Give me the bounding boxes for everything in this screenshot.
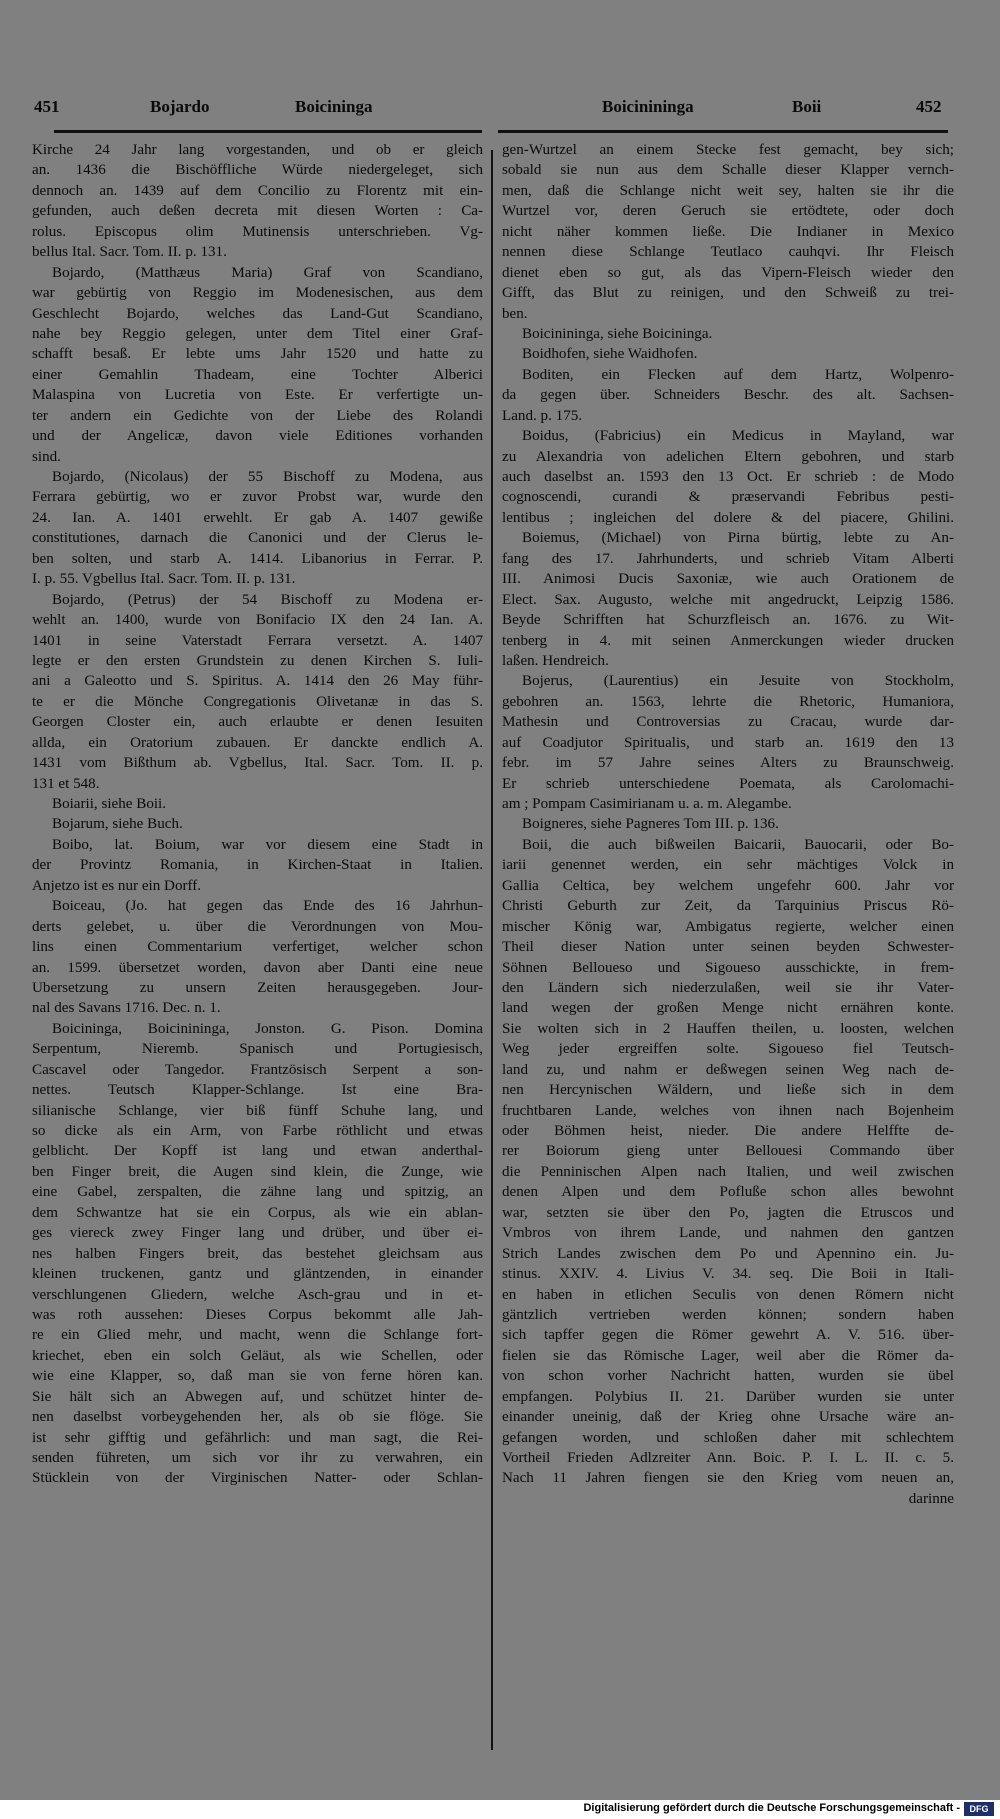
text-line: der Provintz Romania, in Kirchen-Staat in Italien. xyxy=(32,857,483,874)
text-line: I. p. 55. Vgbellus Ital. Sacr. Tom. II. p. 131. xyxy=(32,571,296,588)
text-line: ben. xyxy=(502,305,528,322)
text-line: Land. p. 175. xyxy=(502,407,583,424)
text-line: schafft besaß. Er lebte ums Jahr 1520 und hatte zu xyxy=(32,346,483,363)
text-line: gefunden, auch deßen decreta mit diesen Worten : Ca- xyxy=(32,203,483,220)
dfg-logo: DFG xyxy=(964,1802,994,1816)
text-line: silianische Schlange, vier biß fünff Schuhe lang, und xyxy=(32,1102,483,1119)
text-line: wehlt an. 1400, wurde von Bonifacio IX den 24 Ian. A. xyxy=(32,612,483,629)
text-line: ben Finger breit, die Augen sind klein, die Zunge, wie xyxy=(32,1163,483,1180)
text-line: kriechet, eben ein solch Geläut, als wie Schellen, oder xyxy=(32,1347,483,1364)
text-line: gefangen worden, und schloßen daher mit schlechtem xyxy=(502,1429,954,1446)
text-line: dienet eben so gut, als das Vipern-Fleisch wieder den xyxy=(502,264,954,281)
text-line: Boibo, lat. Boium, war vor diesem eine Stadt in xyxy=(52,836,483,853)
text-line: constitutiones, darnach die Canonici und der Clerus le- xyxy=(32,530,483,547)
text-line: senden führeten, um sich vor ihr zu verwahren, ein xyxy=(32,1450,483,1466)
text-line: Geschlecht Bojardo, welches das Land-Gut Scandiano, xyxy=(32,305,483,322)
text-line: en haben in etlichen Seculis von denen Römern nicht xyxy=(502,1286,954,1303)
text-line: Er schrieb unterschiedene Poemata, als Carolomachi- xyxy=(502,775,954,792)
text-line: Boiceau, (Jo. hat gegen das Ende des 16 Jahrhun- xyxy=(52,898,483,915)
text-line: Bojardo, (Matthæus Maria) Graf von Scandiano, xyxy=(52,264,483,281)
text-line: nennen diese Schlange Teutlaco cauhqvi. Ihr Fleisch xyxy=(502,244,954,261)
text-line: Mathesin und Controversias zu Cracau, wurde dar- xyxy=(502,714,954,731)
text-line: Ubersetzung zu unsern Zeiten herausgegeben. Jour- xyxy=(32,979,483,996)
text-line: dem Schwantze hat sie ein Corpus, als wie ein ablan- xyxy=(32,1204,483,1221)
text-line: so dicke als ein Arm, von Farbe röthlicht und etwas xyxy=(32,1123,483,1139)
text-line: Vmbros von ihrem Lande, und nahmen den gantzen xyxy=(502,1225,954,1242)
text-line: verschlungenen Gliedern, welche Asch-grau und in et- xyxy=(32,1286,483,1303)
text-line: war, setzten sie über den Po, jagten die Etruscos und xyxy=(502,1204,954,1221)
text-line: men, daß die Schlange nicht weit sey, halten sie ihr die xyxy=(502,182,954,199)
header-rule-left xyxy=(54,130,482,133)
text-line: gäntzlich vertrieben werden können; sondern haben xyxy=(502,1306,954,1323)
text-line: rolus. Episcopus olim Mutinensis unterschrieben. Vg- xyxy=(32,223,483,240)
text-line: iarii genennet werden, ein sehr mächtiges Volck in xyxy=(502,857,954,874)
text-line: bellus Ital. Sacr. Tom. II. p. 131. xyxy=(32,244,227,261)
text-line: an. 1436 die Bischöffliche Würde niedergeleget, sich xyxy=(32,162,483,179)
text-line: stinus. XXIV. 4. Livius V. 34. seq. Die Boii in Itali- xyxy=(502,1266,954,1283)
text-line: nen Hercynischen Wäldern, und ließe sich in dem xyxy=(502,1082,954,1099)
text-line: 24. Ian. A. 1401 erwehlt. Er gab A. 1407 gewiße xyxy=(32,509,483,526)
text-line: nen daselbst vorbeygehenden her, als ob sie flöge. Sie xyxy=(32,1409,483,1426)
funding-notice: Digitalisierung gefördert durch die Deutsche Forschungsgemeinschaft - xyxy=(583,1802,960,1814)
text-line: einander uneinig, daß der Krieg ohne Ursache wäre an- xyxy=(502,1409,954,1426)
text-line: da gegen über. Schneiders Beschr. des alt. Sachsen- xyxy=(502,387,954,404)
text-line: nal des Savans 1716. Dec. n. 1. xyxy=(32,1000,221,1017)
text-line: Elect. Sax. Augusto, welche mit angedruckt, Leipzig 1586. xyxy=(502,591,954,608)
text-line: Malaspina von Lucretia von Este. Er verfertigte un- xyxy=(32,387,483,404)
text-line: ist sehr gifftig und gefährlich: und man sagt, die Rei- xyxy=(32,1429,483,1446)
text-line: re ein Glied mehr, und macht, wenn die Schlange fort- xyxy=(32,1327,483,1344)
right-running-head-2: Boii xyxy=(792,97,822,116)
text-line: empfangen. Polybius II. 21. Darüber wurden sie unter xyxy=(502,1388,954,1405)
text-line: gelblicht. Der Kopff ist lang und etwan anderthal- xyxy=(32,1143,483,1160)
text-line: febr. im 57 Jahre seines Alters zu Braunschweig. xyxy=(502,755,954,772)
left-column xyxy=(32,140,483,1489)
text-line: ges viereck zwey Finger lang und drüber, und über ei- xyxy=(32,1225,483,1242)
text-line: oder Böhmen heist, nieder. Die andere Helffte de- xyxy=(502,1123,954,1139)
text-line: 131 et 548. xyxy=(32,775,100,792)
left-running-head-2: Boicininga xyxy=(295,97,373,116)
text-line: am ; Pompam Casimirianam u. a. m. Alegambe. xyxy=(502,796,792,812)
text-line: zu Alexandria von adelichen Eltern gebohren, und starb xyxy=(502,448,954,465)
text-line: Nach 11 Jahren fiengen sie den Krieg vom neuen an, xyxy=(502,1470,954,1487)
text-line: fang des 17. Jahrhunderts, und schrieb Vitam Alberti xyxy=(502,550,954,567)
text-line: te er die Mönche Congregationis Olivetanæ in das S. xyxy=(32,693,483,710)
text-line: Boidus, (Fabricius) ein Medicus in Mayland, war xyxy=(522,428,954,445)
text-line: Cascavel oder Tangedor. Frantzösisch Serpent a son- xyxy=(32,1061,483,1078)
text-line: 1431 vom Bißthum ab. Vgbellus, Ital. Sacr. Tom. II. p. xyxy=(32,755,483,772)
text-line: von schon vorher Nachricht hatten, wurden sie übel xyxy=(502,1368,954,1385)
text-line: Ferrara gebürtig, wo er zuvor Probst war, wurde den xyxy=(32,489,483,506)
text-line: Anjetzo ist es nur ein Dorff. xyxy=(32,877,202,894)
text-line: Bojerus, (Laurentius) ein Jesuite von Stockholm, xyxy=(522,673,954,690)
text-line: Boditen, ein Flecken auf dem Hartz, Wolpenro- xyxy=(522,366,954,383)
text-line: laßen. Hendreich. xyxy=(502,652,609,669)
text-line: Bojarum, siehe Buch. xyxy=(52,816,183,833)
text-line: sobald sie nun aus dem Schalle dieser Klapper vernch- xyxy=(502,162,954,179)
text-line: rer Boiorum gieng unter Bellouesi Commando über xyxy=(502,1143,954,1160)
text-line: wie eine Klapper, so, daß man sie von ferne hören kan. xyxy=(32,1368,483,1385)
text-line: Wurtzel vor, deren Geruch sie ertödtete, oder doch xyxy=(502,203,954,220)
right-running-head-1: Boicinininga xyxy=(602,97,694,116)
text-line: eine Gabel, zerspalten, die zähne lang und spitzig, an xyxy=(32,1184,483,1201)
text-line: einer Gemahlin Thadeam, eine Tochter Alberici xyxy=(32,366,483,383)
text-line: land zu, und nahm er deßwegen seinen Weg nach de- xyxy=(502,1061,954,1078)
text-line: an. 1599. übersetzet worden, davon aber Danti eine neue xyxy=(32,959,483,976)
text-line: Gifft, das Blut zu reinigen, und den Schweiß zu trei- xyxy=(502,285,954,302)
text-line: Theil dieser Nation unter seinen beyden Schwester- xyxy=(502,939,954,956)
text-line: Kirche 24 Jahr lang vorgestanden, und ob er gleich xyxy=(32,142,483,158)
text-line: Serpentum, Nieremb. Spanisch und Portugiesisch, xyxy=(32,1041,483,1058)
text-line: nicht näher kommen ließe. Die Indianer in Mexico xyxy=(502,223,954,240)
text-line: Georgen Closter ein, auch erlaubte er denen Iesuiten xyxy=(32,714,483,731)
header-rule-right xyxy=(498,130,948,133)
footer-bar xyxy=(0,1800,1000,1819)
text-line: Stücklein von der Virginischen Natter- oder Schlan- xyxy=(32,1470,483,1487)
text-line: auf Coadjutor Spiritualis, und starb an. 1619 den 13 xyxy=(502,734,954,751)
text-line: Boiarii, siehe Boii. xyxy=(52,796,167,812)
text-line: Boiemus, (Michael) von Pirna bürtig, lebte zu An- xyxy=(522,530,954,547)
text-line: fielen sie das Römische Lager, weil aber die Römer da- xyxy=(502,1347,954,1364)
text-line: gen-Wurtzel an einem Stecke fest gemacht, bey sich; xyxy=(502,142,954,158)
text-line: Strich Landes zwischen dem Po und Apennino ein. Ju- xyxy=(502,1245,954,1262)
text-line: nahe bey Reggio gelegen, unter dem Titel einer Graf- xyxy=(32,325,483,342)
text-line: Gallia Celtica, bey welchem ungefehr 600. Jahr vor xyxy=(502,877,954,894)
text-line: und der Angelicæ, davon viele Editiones vorhanden xyxy=(32,428,483,445)
text-line: Boicininga, Boicinininga, Jonston. G. Pison. Domina xyxy=(52,1020,483,1037)
text-line: derts gelebet, u. über die Verordnungen von Mou- xyxy=(32,918,483,935)
text-line: nettes. Teutsch Klapper-Schlange. Ist eine Bra- xyxy=(32,1082,483,1099)
text-line: III. Animosi Ducis Saxoniæ, wie auch Orationem de xyxy=(502,571,954,588)
text-line: ter andern ein Gedichte von der Liebe des Rolandi xyxy=(32,407,483,424)
text-line: Beyde Schrifften hat Schurzfleisch an. 1676. zu Wit- xyxy=(502,612,954,629)
text-line: cognoscendi, curandi & præservandi Febribus pesti- xyxy=(502,489,954,506)
text-line: darinne xyxy=(908,1490,954,1507)
right-page-number: 452 xyxy=(916,97,942,116)
text-line: land wegen der großen Menge nicht ernähren konte. xyxy=(502,1000,954,1017)
text-line: war gebürtig von Reggio im Modenesischen, aus dem xyxy=(32,285,483,302)
text-line: auch daselbst an. 1593 den 13 Oct. Er schrieb : de Modo xyxy=(502,469,954,485)
text-line: Christi Geburth zur Zeit, da Tarquinius Priscus Rö- xyxy=(502,898,954,915)
text-line: lins einen Commentarium verfertiget, welcher schon xyxy=(32,939,483,956)
left-page-number: 451 xyxy=(34,97,60,116)
text-line: denen Alpen und dem Pofluße schon alles bewohnt xyxy=(502,1184,954,1201)
text-line: legte er den ersten Grundstein zu denen Kirchen S. Iuli- xyxy=(32,652,483,669)
text-line: was roth aussehen: Dieses Corpus bekommt alle Jah- xyxy=(32,1306,483,1323)
text-line: kleinen truckenen, gantz und gläntzenden, in einander xyxy=(32,1266,483,1283)
text-line: ani a Galeotto und S. Spiritus. A. 1414 den 26 May führ- xyxy=(32,673,483,690)
text-line: Vortheil Frieden Adlzreiter Ann. Boic. P. I. L. II. c. 5. xyxy=(502,1450,954,1466)
text-line: Boicinininga, siehe Boicininga. xyxy=(522,325,713,342)
text-line: tenberg in 4. mit seinen Anmerckungen wieder drucken xyxy=(502,632,954,649)
text-line: die Penninischen Alpen nach Italien, und weil zwischen xyxy=(502,1163,954,1180)
text-line: sind. xyxy=(32,448,61,465)
text-line: nes halben Fingers breit, das bestehet gleichsam aus xyxy=(32,1245,483,1262)
text-line: Sie wolten sich in 2 Hauffen theilen, u. loosten, welchen xyxy=(502,1020,954,1037)
right-column xyxy=(502,140,954,1509)
text-line: gebohren an. 1563, lehrte die Rhetoric, Humaniora, xyxy=(502,693,954,710)
text-line: Bojardo, (Petrus) der 54 Bischoff zu Modena er- xyxy=(52,591,483,608)
text-line: Bojardo, (Nicolaus) der 55 Bischoff zu Modena, aus xyxy=(52,469,483,485)
text-line: Boii, die auch bißweilen Baicarii, Bauocarii, oder Bo- xyxy=(522,836,954,853)
text-line: Söhnen Belloueso und Sigoueso ausschickte, in frem- xyxy=(502,959,954,976)
text-line: Boigneres, siehe Pagneres Tom III. p. 136. xyxy=(522,816,779,833)
text-line: lentibus ; ingleichen del dolere & del piacere, Ghilini. xyxy=(502,509,954,526)
text-line: Sie hält sich an Abwegen auf, und schützet hinter de- xyxy=(32,1388,483,1405)
text-line: sich tapffer gegen die Römer gewehrt A. V. 516. über- xyxy=(502,1327,954,1344)
text-line: 1401 in seine Vaterstadt Ferrara versetzt. A. 1407 xyxy=(32,632,483,649)
text-line: Weg jeder ergreiffen solte. Sigoueso fiel Teutsch- xyxy=(502,1041,954,1058)
text-line: allda, ein Oratorium zubauen. Er danckte endlich A. xyxy=(32,734,483,751)
text-line: fruchtbaren Lande, welches von ihnen nach Bojenheim xyxy=(502,1102,954,1119)
text-line: ben solten, und starb A. 1414. Libanorius in Ferrar. P. xyxy=(32,550,483,567)
text-line: den Ländern sich niederzulaßen, weil sie ihr Vater- xyxy=(502,979,954,996)
left-running-head-1: Bojardo xyxy=(150,97,210,116)
column-divider xyxy=(491,150,493,1750)
text-line: dennoch an. 1439 auf dem Concilio zu Florentz mit ein- xyxy=(32,182,483,199)
text-line: mischer König war, Ambigatus regierte, welcher einen xyxy=(502,918,954,935)
text-line: Boidhofen, siehe Waidhofen. xyxy=(522,346,698,363)
